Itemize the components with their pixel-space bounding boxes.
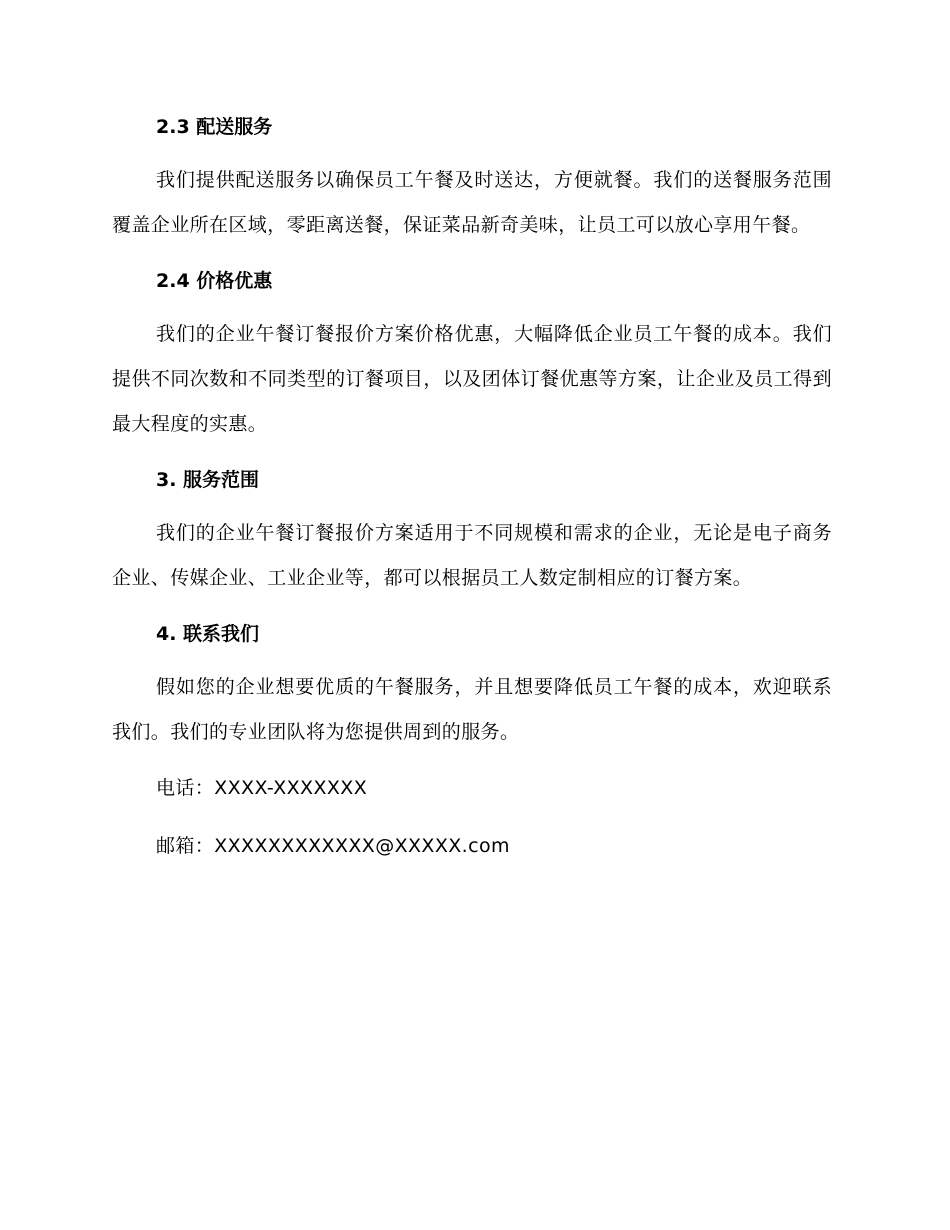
section-body-scope: 我们的企业午餐订餐报价方案适用于不同规模和需求的企业，无论是电子商务企业、传媒企业、工业企业等，都可以根据员工人数定制相应的订餐方案。 [112, 522, 832, 589]
contact-phone: 电话：XXXX-XXXXXXX [156, 777, 368, 799]
section-heading-delivery: 2.3 配送服务 [156, 116, 273, 138]
section-heading-contact: 4. 联系我们 [156, 623, 260, 645]
document-page [112, 110, 832, 887]
section-heading-scope: 3. 服务范围 [156, 469, 260, 491]
section-body-contact: 假如您的企业想要优质的午餐服务，并且想要降低员工午餐的成本，欢迎联系我们。我们的专业团队将为您提供周到的服务。 [112, 676, 832, 743]
section-body-pricing: 我们的企业午餐订餐报价方案价格优惠，大幅降低企业员工午餐的成本。我们提供不同次数和不同类型的订餐项目，以及团体订餐优惠等方案，让企业及员工得到最大程度的实惠。 [112, 323, 832, 435]
section-heading-pricing: 2.4 价格优惠 [156, 270, 273, 292]
section-body-delivery: 我们提供配送服务以确保员工午餐及时送达，方便就餐。我们的送餐服务范围覆盖企业所在区域，零距离送餐，保证菜品新奇美味，让员工可以放心享用午餐。 [112, 169, 832, 236]
contact-email: 邮箱：XXXXXXXXXXXX@XXXXX.com [156, 835, 510, 857]
